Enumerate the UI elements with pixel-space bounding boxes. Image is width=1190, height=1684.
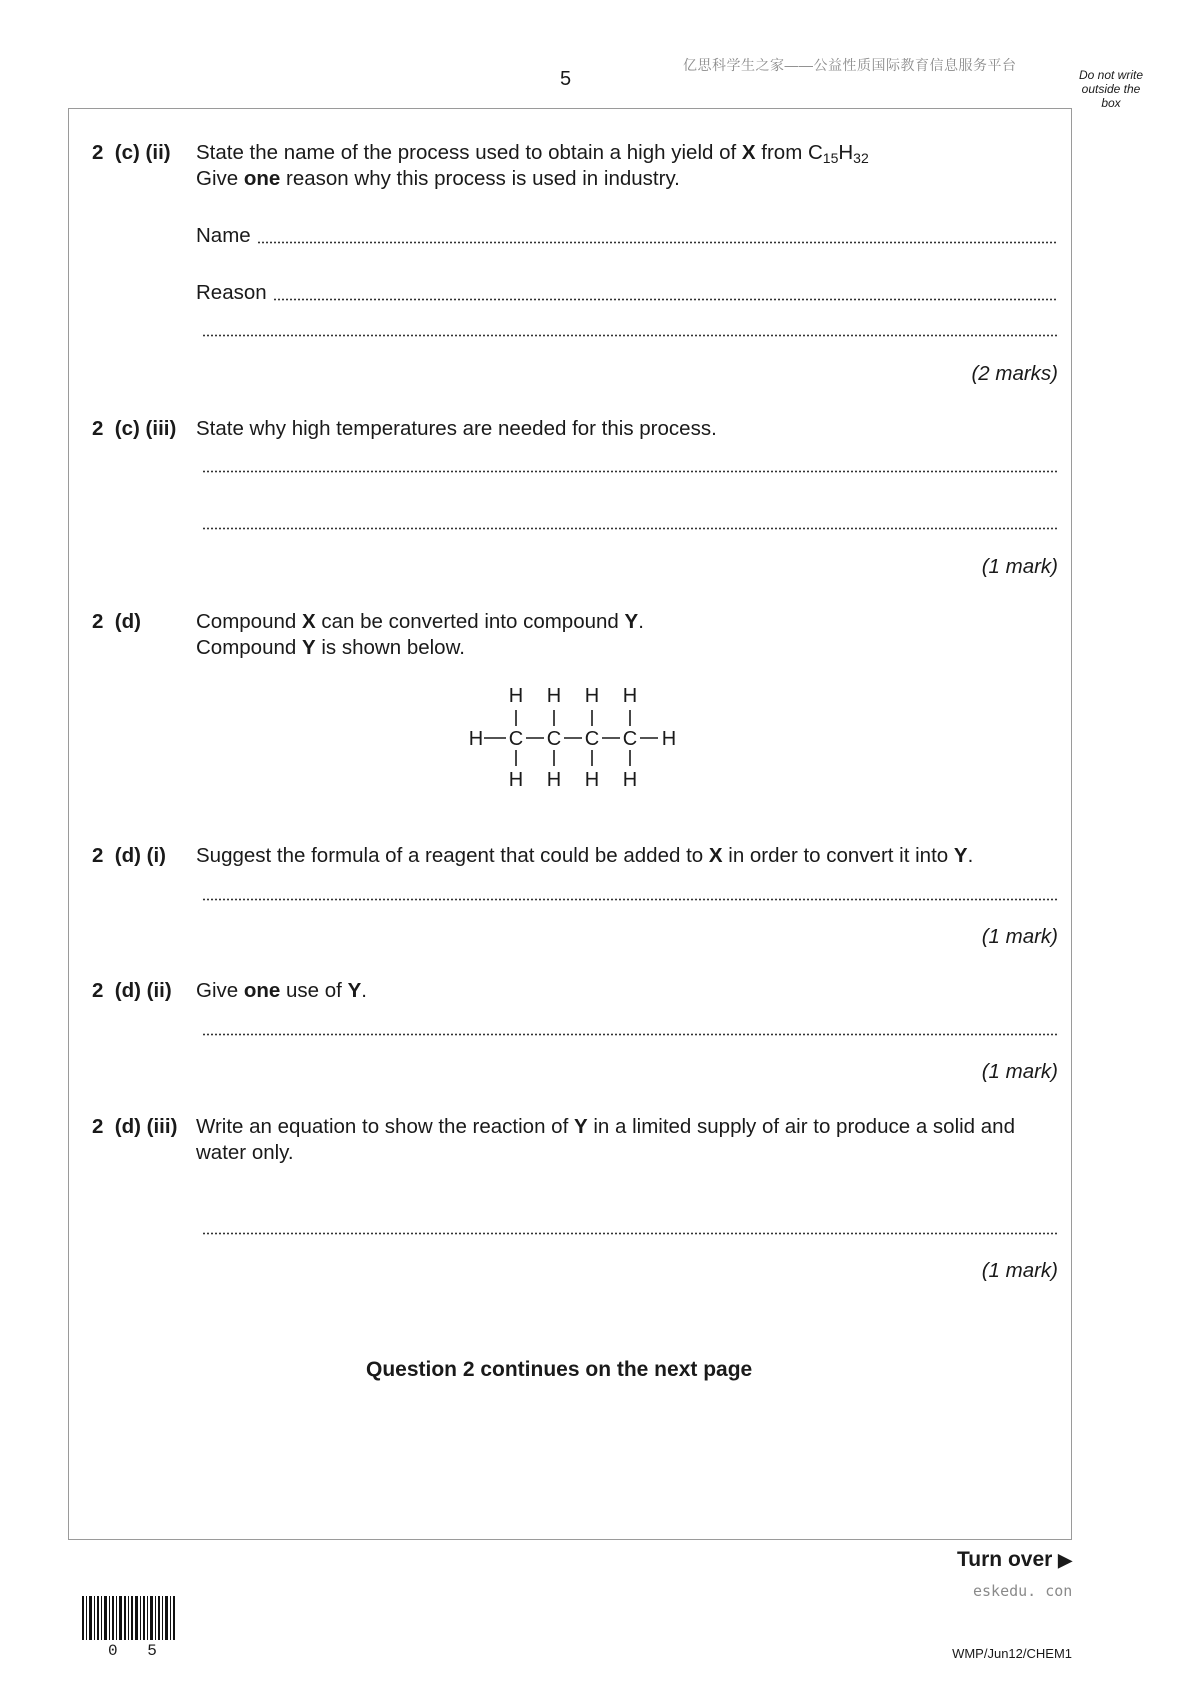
dotted-line [202, 898, 1058, 901]
text-span: Compound [196, 610, 302, 633]
margin-note-line: Do not write [1078, 68, 1144, 82]
atom-c: C [546, 728, 562, 750]
paper-code: WMP/Jun12/CHEM1 [952, 1646, 1072, 1661]
text-span: in a limited supply of air to produce a solid and water only. [196, 1115, 1015, 1164]
answer-line[interactable] [196, 1033, 1058, 1041]
text-span: from C [755, 141, 823, 164]
reason-label: Reason [196, 281, 267, 304]
marks-label: (1 mark) [981, 1060, 1058, 1083]
question-line [196, 635, 1058, 661]
atom-c: C [584, 728, 600, 750]
dotted-line [202, 1232, 1058, 1235]
atom-h: H [584, 685, 600, 707]
text-span: . [967, 844, 974, 867]
question-line [196, 166, 1058, 192]
text-span: Write an equation to show the reaction of [196, 1115, 574, 1138]
text-span: Compound [196, 636, 302, 659]
margin-note-line: outside the [1081, 82, 1141, 96]
marks-label: (1 mark) [981, 925, 1058, 948]
question-line [196, 609, 1058, 635]
dotted-line [202, 1033, 1058, 1036]
question-text-2d-iii [196, 1114, 1058, 1166]
text-span: can be converted into compound [315, 610, 625, 633]
dotted-line [273, 298, 1058, 301]
right-triangle-icon: ▶ [1058, 1550, 1072, 1570]
bold-span: Y [347, 979, 362, 1002]
text-span: . [638, 610, 644, 633]
marks-label: (1 mark) [981, 1259, 1058, 1282]
subscript: 32 [853, 150, 869, 166]
question-text-2d-i [196, 843, 1058, 869]
answer-line[interactable] [196, 470, 1058, 478]
bold-span: one [243, 167, 281, 190]
reason-answer-line-2[interactable] [196, 334, 1058, 342]
dotted-line [202, 334, 1058, 337]
text-span: State the name of the process used to obtain a high yield of [196, 141, 742, 164]
atom-h: H [468, 728, 484, 750]
margin-note-line: box [1101, 96, 1121, 110]
bold-span: X [301, 610, 316, 633]
text-span: in order to convert it into [722, 844, 954, 867]
bold-span: X [708, 844, 723, 867]
page-number: 5 [560, 68, 572, 90]
subscript: 15 [822, 150, 839, 166]
text-span: use of [280, 979, 348, 1002]
turn-over-label [957, 1548, 1072, 1572]
name-answer-line[interactable] [196, 223, 1058, 249]
text-span: is shown below. [315, 636, 465, 659]
atom-h: H [546, 685, 562, 707]
barcode-icon [82, 1596, 178, 1646]
site-watermark: eskedu. con [973, 1582, 1073, 1600]
atom-h: H [546, 769, 562, 791]
question-text-2c-ii [196, 140, 1058, 192]
answer-line[interactable] [196, 527, 1058, 535]
atom-h: H [584, 769, 600, 791]
bold-span: Y [953, 844, 968, 867]
text-span: . [361, 979, 367, 1002]
text-span: H [838, 141, 854, 164]
bold-span: one [243, 979, 281, 1002]
question-number-2d-iii: 2 (d) (iii) [92, 1115, 178, 1138]
bold-span: X [741, 141, 756, 164]
text-span: Suggest the formula of a reagent that could be added to [196, 844, 709, 867]
atom-h: H [508, 769, 524, 791]
question-number-2d-ii: 2 (d) (ii) [92, 979, 172, 1002]
question-text-2c-iii: State why high temperatures are needed for this process. [196, 417, 717, 440]
atom-c: C [508, 728, 524, 750]
answer-box-frame [68, 108, 1072, 1540]
atom-h: H [508, 685, 524, 707]
text-span: Give [196, 979, 244, 1002]
question-continues-note: Question 2 continues on the next page [366, 1358, 753, 1381]
question-number-2d: 2 (d) [92, 610, 141, 633]
barcode-number: 0 5 [108, 1642, 167, 1660]
atom-h: H [661, 728, 677, 750]
marks-label: (2 marks) [971, 362, 1058, 385]
bold-span: Y [573, 1115, 588, 1138]
answer-line[interactable] [196, 898, 1058, 906]
dotted-line [257, 241, 1058, 244]
question-number-2c-iii: 2 (c) (iii) [92, 417, 177, 440]
dotted-line [202, 470, 1058, 473]
atom-h: H [622, 685, 638, 707]
question-number-2c-ii: 2 (c) (ii) [92, 141, 171, 164]
bold-span: Y [301, 636, 316, 659]
question-number-2d-i: 2 (d) (i) [92, 844, 167, 867]
turn-over-text: Turn over [957, 1548, 1053, 1571]
text-span: reason why this process is used in industry. [280, 167, 680, 190]
answer-line[interactable] [196, 1232, 1058, 1240]
dotted-line [202, 527, 1058, 530]
question-text-2d-ii [196, 978, 1058, 1004]
atom-c: C [622, 728, 638, 750]
atom-h: H [622, 769, 638, 791]
text-span: Give [196, 167, 244, 190]
question-line [196, 140, 1058, 166]
marks-label: (1 mark) [981, 555, 1058, 578]
bold-span: Y [624, 610, 639, 633]
reason-answer-line[interactable] [196, 280, 1058, 306]
header-watermark: 亿思科学生之家——公益性质国际教育信息服务平台 [683, 57, 1017, 73]
question-text-2d [196, 609, 1058, 661]
margin-note [1068, 68, 1154, 110]
name-label: Name [196, 224, 251, 247]
butane-structural-formula [460, 682, 700, 794]
